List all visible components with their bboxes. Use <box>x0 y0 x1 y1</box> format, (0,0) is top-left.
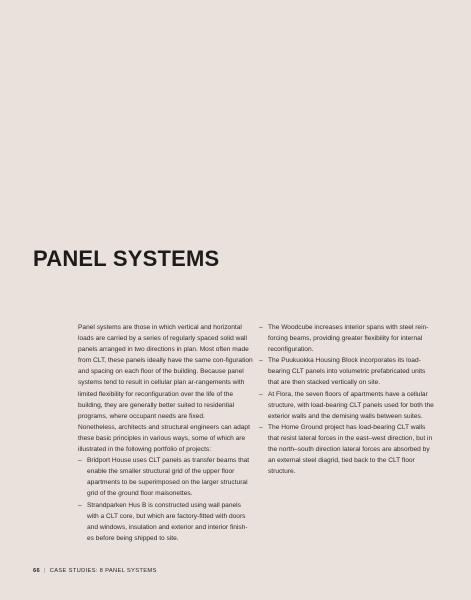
list-item <box>78 500 254 544</box>
dash-marker: – <box>259 423 263 431</box>
dash-marker: – <box>259 390 263 398</box>
dash-marker: – <box>259 324 263 331</box>
list-item-text: Strandparken Hus B is constructed using wall panels with a CLT core, but which are factory-fitted with doors and windows, insulation and exterior and interior finish-es before being shipped to site. <box>87 501 248 542</box>
list-item <box>78 455 254 499</box>
page-title: PANEL SYSTEMS <box>33 246 220 271</box>
project-list-left <box>78 455 254 544</box>
list-item-text: The Woodcube increases interior spans with steel rein-forcing beams, providing greater flexibility for internal reconfiguration. <box>268 324 429 354</box>
list-item-text: The Home Ground project has load-bearing CLT walls that resist lateral forces in the east–west direction, but in the north–south direction lateral forces are absorbed by an external steel diagrid, tied back to the CLT floor structure. <box>268 423 433 476</box>
list-item <box>259 389 437 422</box>
right-column <box>259 322 437 477</box>
dash-marker: – <box>78 457 82 465</box>
list-item-text: The Puukuokka Housing Block incorporates its load-bearing CLT panels into volumetric prefabricated units that are then stacked vertically on site. <box>268 357 426 387</box>
page-number: 66 <box>33 568 41 574</box>
list-item <box>259 322 437 355</box>
footer-separator: | <box>43 568 46 574</box>
list-item-text: At Flora, the seven floors of apartments have a cellular structure, with load-bearing CLT panels used for both the exterior walls and the demising walls between suites. <box>268 390 434 420</box>
dash-marker: – <box>259 357 263 365</box>
list-item <box>259 422 437 477</box>
list-item-text: Bridport House uses CLT panels as transfer beams that enable the smaller structural grid of the upper floor apartments to be superimposed on the larger structural grid of the ground floor maisonettes. <box>87 457 250 498</box>
project-list-right <box>259 322 437 477</box>
list-item <box>259 355 437 388</box>
page-footer <box>33 568 157 574</box>
section-label: CASE STUDIES: 8 PANEL SYSTEMS <box>49 568 157 574</box>
intro-paragraph: Panel systems are those in which vertical and horizontal loads are carried by a series of regularly spaced solid wall panels arranged in two directions in plan. Most often made from CLT, these panels ideally have the same con-figuration and spacing on each floor of the building. Because panel systems tend to result in cellular plan ar-rangements with limited flexibility for reconfiguration over the life of the building, they are generally better suited to residential programs, where occupant needs are fixed. <box>78 324 253 420</box>
portfolio-paragraph: Nonetheless, architects and structural engineers can adapt these basic principles in various ways, some of which are illustrated in the following portfolio of projects: <box>78 423 250 454</box>
left-column <box>78 322 254 544</box>
dash-marker: – <box>78 501 82 509</box>
